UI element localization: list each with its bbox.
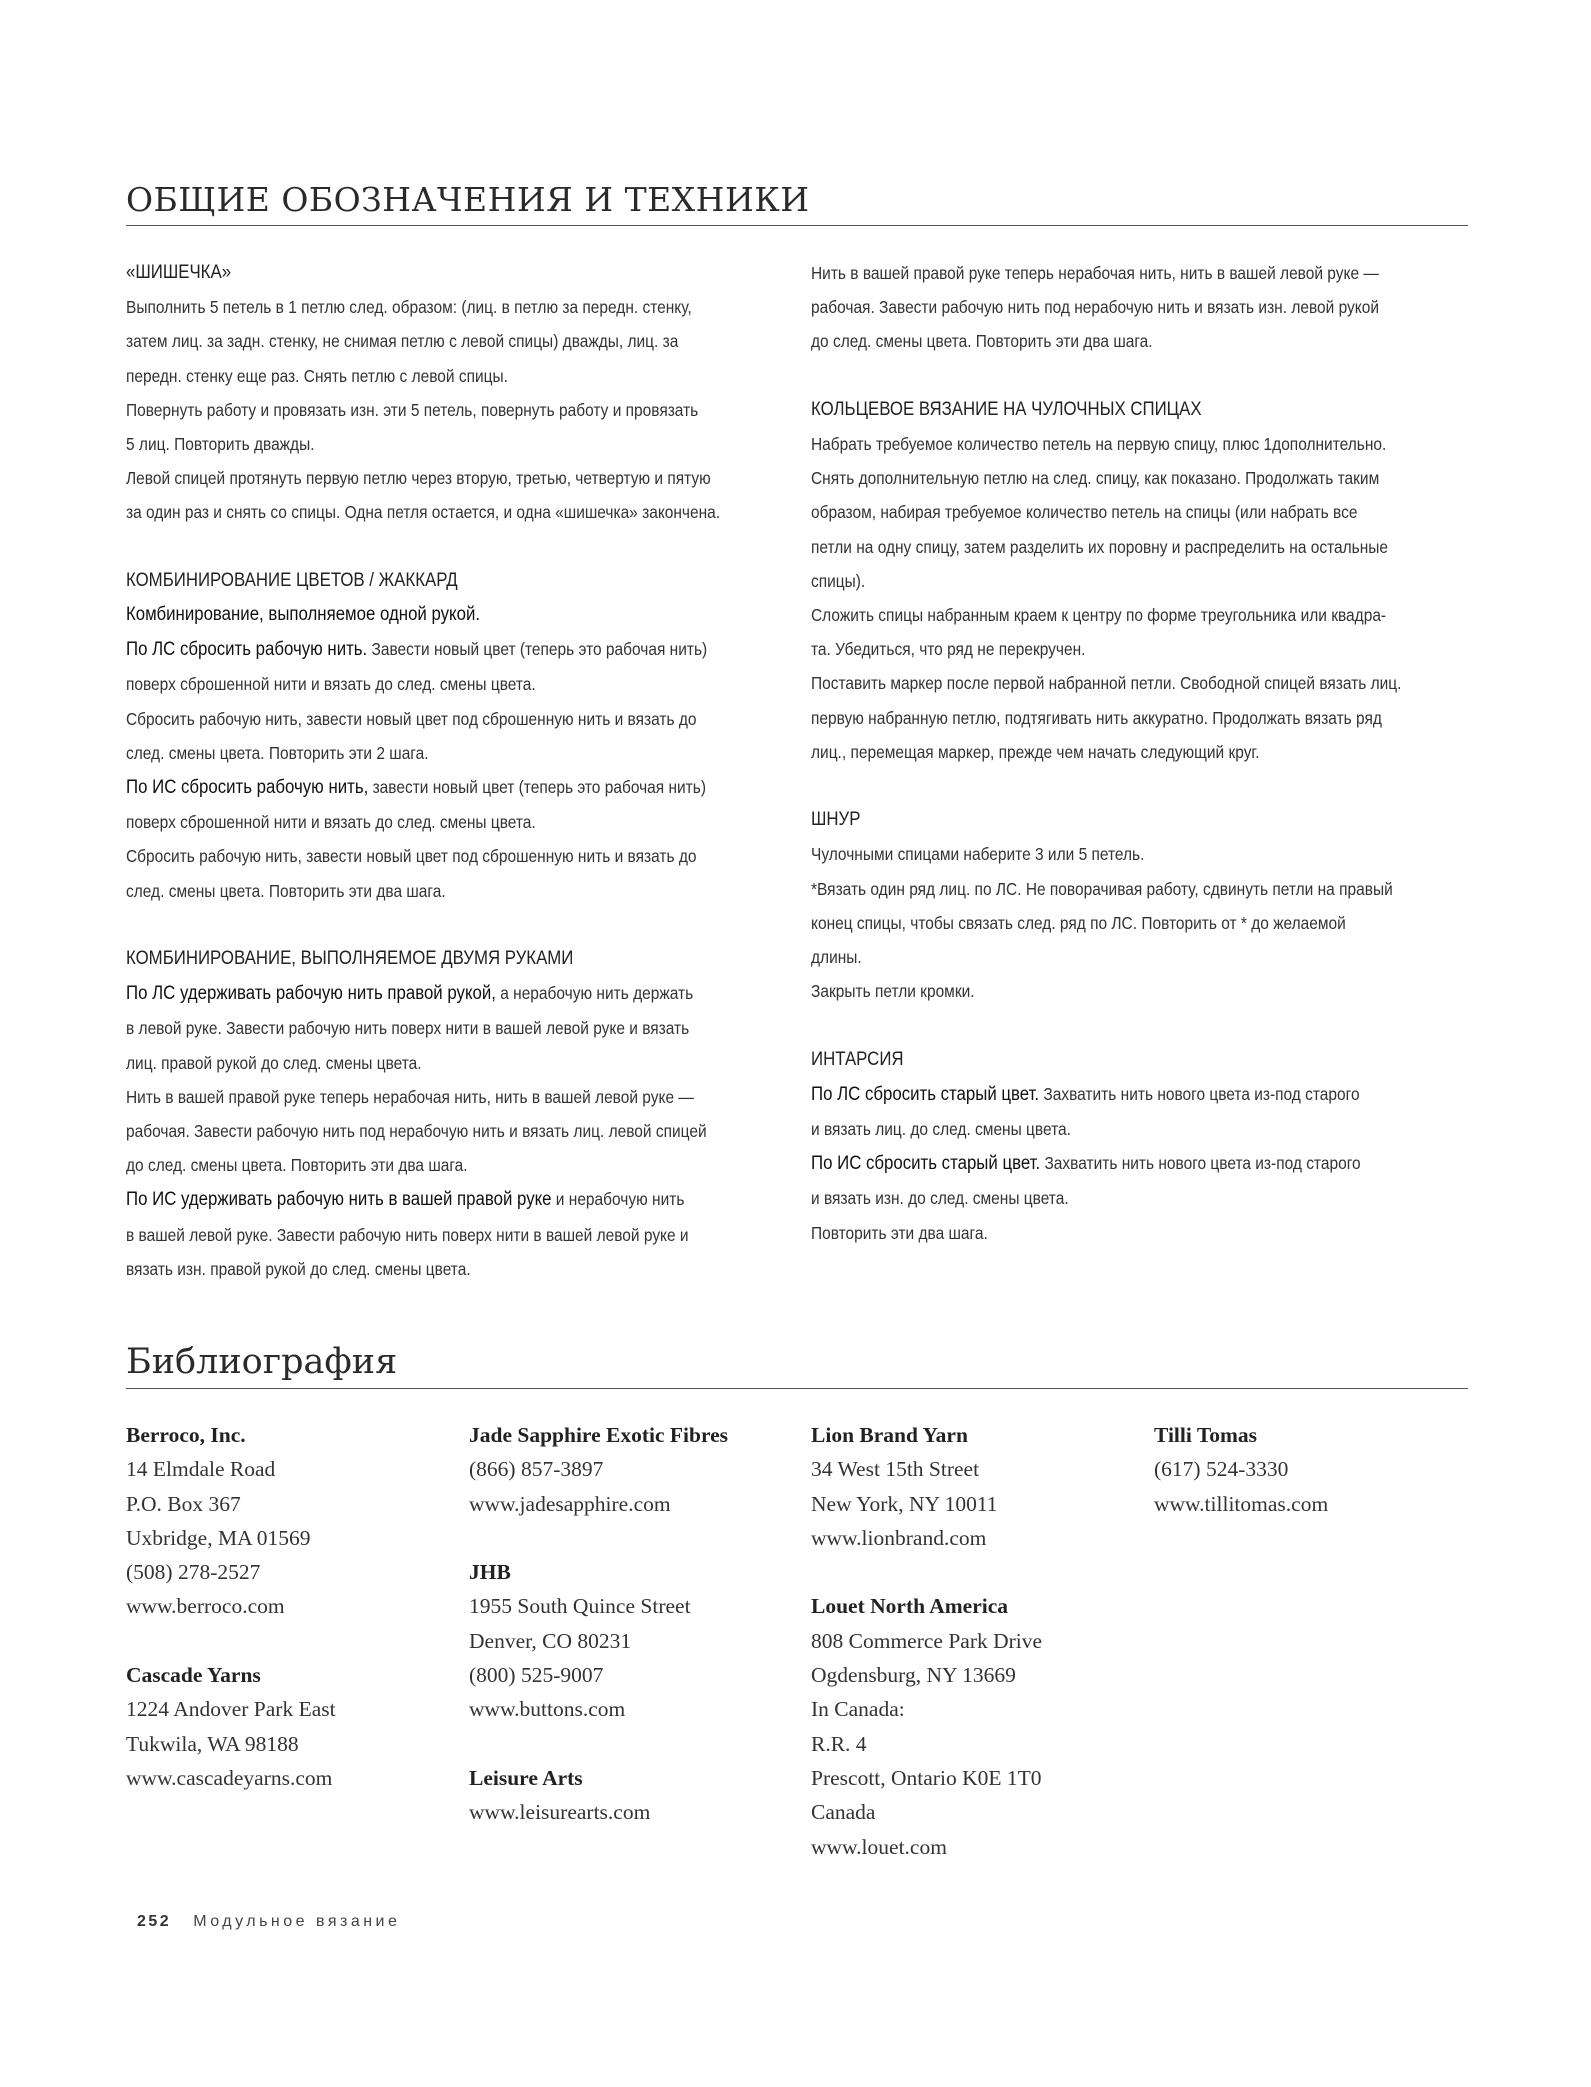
two-hands-line: рабочая. Завести рабочую нить под нерабочую нить и вязать лиц. левой спицей: [126, 1121, 707, 1142]
circular-line: первую набранную петлю, подтягивать нить аккуратно. Продолжать вязать ряд: [811, 707, 1382, 728]
supplier-name: JHB: [469, 1560, 511, 1585]
supplier-line: Canada: [811, 1800, 876, 1825]
body-text: и нерабочую нить: [551, 1189, 685, 1210]
section-title: ОБЩИЕ ОБОЗНАЧЕНИЯ И ТЕХНИКИ: [126, 180, 1468, 226]
supplier-website: www.buttons.com: [469, 1697, 626, 1722]
color-combo-heading: КОМБИНИРОВАНИЕ ЦВЕТОВ / ЖАККАРД: [126, 569, 458, 591]
supplier-line: 1224 Andover Park East: [126, 1697, 336, 1722]
supplier-line: Uxbridge, MA 01569: [126, 1525, 311, 1550]
emphasis-text: По ЛС сбросить старый цвет.: [811, 1083, 1040, 1105]
supplier-line: Ogdensburg, NY 13669: [811, 1663, 1016, 1688]
supplier-line: Denver, CO 80231: [469, 1628, 632, 1653]
continued-line: Нить в вашей правой руке теперь нерабочая нить, нить в вашей левой руке —: [811, 263, 1379, 283]
supplier-line: (508) 278-2527: [126, 1560, 261, 1585]
circular-line: Набрать требуемое количество петель на первую спицу, плюс 1дополнительно.: [811, 434, 1387, 454]
left-text-column: [126, 256, 723, 1286]
cord-line: Закрыть петли кромки.: [811, 981, 975, 1002]
bobble-line: Выполнить 5 петель в 1 петлю след. образом: (лиц. в петлю за передн. стенку,: [126, 297, 692, 318]
emphasis-text: По ИС удерживать рабочую нить в вашей правой руке: [126, 1189, 552, 1211]
body-text: завести новый цвет (теперь это рабочая нить): [368, 777, 706, 798]
two-hands-line: Нить в вашей правой руке теперь нерабочая нить, нить в вашей левой руке —: [126, 1086, 694, 1107]
supplier-line: (617) 524-3330: [1154, 1457, 1289, 1482]
intarsia-line: [811, 1146, 1408, 1181]
color-combo-line: поверх сброшенной нити и вязать до след. смены цвета.: [126, 674, 536, 695]
supplier-name: Berroco, Inc.: [126, 1423, 246, 1447]
supplier-website: www.berroco.com: [126, 1594, 285, 1619]
cord-line: конец спицы, чтобы связать след. ряд по ЛС. Повторить от * до желаемой: [811, 912, 1346, 933]
right-text-column: [811, 256, 1408, 1250]
supplier-line: 1955 South Quince Street: [469, 1594, 691, 1619]
supplier-website: www.tillitomas.com: [1154, 1491, 1329, 1516]
bobble-line: за один раз и снять со спицы. Одна петля остается, и одна «шишечка» закончена.: [126, 502, 721, 523]
two-hands-line: [126, 976, 723, 1011]
circular-line: лиц., перемещая маркер, прежде чем начать следующий круг.: [811, 741, 1260, 762]
emphasis-text: По ИС сбросить рабочую нить,: [126, 777, 369, 799]
two-hands-line: лиц. правой рукой до след. смены цвета.: [126, 1052, 422, 1073]
circular-line: Сложить спицы набранным краем к центру по форме треугольника или квадра-: [811, 605, 1387, 626]
book-title: Модульное вязание: [193, 1913, 401, 1930]
bibliography-column: [1154, 1418, 1484, 1521]
color-combo-line: Сбросить рабочую нить, завести новый цвет под сброшенную нить и вязать до: [126, 708, 697, 729]
supplier-line: R.R. 4: [811, 1731, 867, 1756]
supplier-line: (866) 857-3897: [469, 1457, 604, 1482]
supplier-name: Cascade Yarns: [126, 1663, 261, 1688]
body-text: Захватить нить нового цвета из-под старого: [1039, 1083, 1360, 1104]
continued-line: рабочая. Завести рабочую нить под нерабочую нить и вязать изн. левой рукой: [811, 297, 1380, 318]
intarsia-line: [811, 1077, 1408, 1112]
two-hands-line: вязать изн. правой рукой до след. смены цвета.: [126, 1258, 471, 1279]
circular-line: образом, набирая требуемое количество петель на спицы (или набрать все: [811, 502, 1358, 523]
emphasis-text: По ИС сбросить старый цвет.: [811, 1153, 1041, 1175]
color-combo-line: след. смены цвета. Повторить эти два шага.: [126, 880, 446, 901]
intarsia-line: и вязать лиц. до след. смены цвета.: [811, 1119, 1071, 1140]
supplier-website: www.cascadeyarns.com: [126, 1765, 333, 1790]
continued-line: до след. смены цвета. Повторить эти два шага.: [811, 331, 1153, 352]
color-combo-line: поверх сброшенной нити и вязать до след. смены цвета.: [126, 812, 536, 833]
circular-line: та. Убедиться, что ряд не перекручен.: [811, 639, 1086, 660]
supplier-line: 14 Elmdale Road: [126, 1457, 276, 1482]
body-text: Захватить нить нового цвета из-под старого: [1040, 1153, 1361, 1174]
intarsia-line: Повторить эти два шага.: [811, 1222, 988, 1243]
two-hands-line: [126, 1182, 723, 1217]
two-hands-line: в вашей левой руке. Завести рабочую нить поверх нити в вашей левой руке и: [126, 1224, 689, 1245]
emphasis-text: По ЛС сбросить рабочую нить.: [126, 639, 368, 661]
bobble-line: 5 лиц. Повторить дважды.: [126, 434, 315, 455]
two-hands-line: в левой руке. Завести рабочую нить поверх нити в вашей левой руке и вязать: [126, 1018, 690, 1039]
color-combo-line: [126, 770, 723, 805]
page-number: 252: [137, 1913, 172, 1930]
color-combo-line: Сбросить рабочую нить, завести новый цвет под сброшенную нить и вязать до: [126, 846, 697, 867]
body-text: Завести новый цвет (теперь это рабочая нить): [367, 639, 708, 660]
supplier-name: Lion Brand Yarn: [811, 1423, 968, 1447]
page-footer: [137, 1913, 400, 1931]
cord-heading: ШНУР: [811, 809, 861, 831]
supplier-line: 808 Commerce Park Drive: [811, 1628, 1043, 1653]
circular-heading: КОЛЬЦЕВОЕ ВЯЗАНИЕ НА ЧУЛОЧНЫХ СПИЦАХ: [811, 398, 1202, 420]
circular-line: спицы).: [811, 570, 866, 591]
bobble-heading: «ШИШЕЧКА»: [126, 262, 232, 283]
supplier-line: P.O. Box 367: [126, 1491, 241, 1516]
supplier-website: www.louet.com: [811, 1834, 947, 1859]
supplier-line: Prescott, Ontario K0E 1T0: [811, 1765, 1042, 1790]
circular-line: петли на одну спицу, затем разделить их поровну и распределить на остальные: [811, 536, 1389, 557]
emphasis-text: По ЛС удерживать рабочую нить правой рукой,: [126, 983, 496, 1005]
bibliography-column: [811, 1418, 1141, 1864]
bibliography-title: Библиография: [126, 1342, 1468, 1389]
supplier-website: www.leisurearts.com: [469, 1800, 651, 1825]
body-text: а нерабочую нить держать: [495, 983, 694, 1004]
supplier-line: Tukwila, WA 98188: [126, 1731, 299, 1756]
supplier-line: In Canada:: [811, 1697, 905, 1722]
cord-line: Чулочными спицами наберите 3 или 5 петель.: [811, 844, 1145, 865]
intarsia-line: и вязать изн. до след. смены цвета.: [811, 1188, 1069, 1209]
color-combo-subheading: Комбинирование, выполняемое одной рукой.: [126, 604, 481, 626]
bobble-line: затем лиц. за задн. стенку, не снимая петлю с левой спицы) дважды, лиц. за: [126, 331, 679, 352]
color-combo-line: след. смены цвета. Повторить эти 2 шага.: [126, 742, 429, 763]
cord-line: *Вязать один ряд лиц. по ЛС. Не поворачивая работу, сдвинуть петли на правый: [811, 878, 1393, 899]
cord-line: длины.: [811, 947, 862, 968]
bobble-line: передн. стенку еще раз. Снять петлю с левой спицы.: [126, 365, 508, 386]
circular-line: Снять дополнительную петлю на след. спицу, как показано. Продолжать таким: [811, 468, 1380, 489]
intarsia-heading: ИНТАРСИЯ: [811, 1048, 904, 1070]
bibliography-column: [469, 1418, 799, 1830]
supplier-line: New York, NY 10011: [811, 1491, 998, 1516]
color-combo-line: [126, 632, 723, 667]
supplier-name: Jade Sapphire Exotic Fibres: [469, 1423, 729, 1447]
supplier-line: (800) 525-9007: [469, 1663, 604, 1688]
supplier-line: 34 West 15th Street: [811, 1457, 980, 1482]
supplier-website: www.jadesapphire.com: [469, 1491, 671, 1516]
bibliography-column: [126, 1418, 456, 1795]
bobble-line: Повернуть работу и провязать изн. эти 5 петель, повернуть работу и провязать: [126, 399, 699, 420]
supplier-name: Louet North America: [811, 1594, 1009, 1619]
circular-line: Поставить маркер после первой набранной петли. Свободной спицей вязать лиц.: [811, 673, 1402, 694]
two-hands-line: до след. смены цвета. Повторить эти два шага.: [126, 1155, 468, 1176]
supplier-website: www.lionbrand.com: [811, 1525, 987, 1550]
supplier-name: Leisure Arts: [469, 1765, 583, 1790]
bobble-line: Левой спицей протянуть первую петлю через вторую, третью, четвертую и пятую: [126, 468, 711, 489]
two-hands-heading: КОМБИНИРОВАНИЕ, ВЫПОЛНЯЕМОЕ ДВУМЯ РУКАМИ: [126, 948, 574, 970]
supplier-name: Tilli Tomas: [1154, 1423, 1257, 1447]
